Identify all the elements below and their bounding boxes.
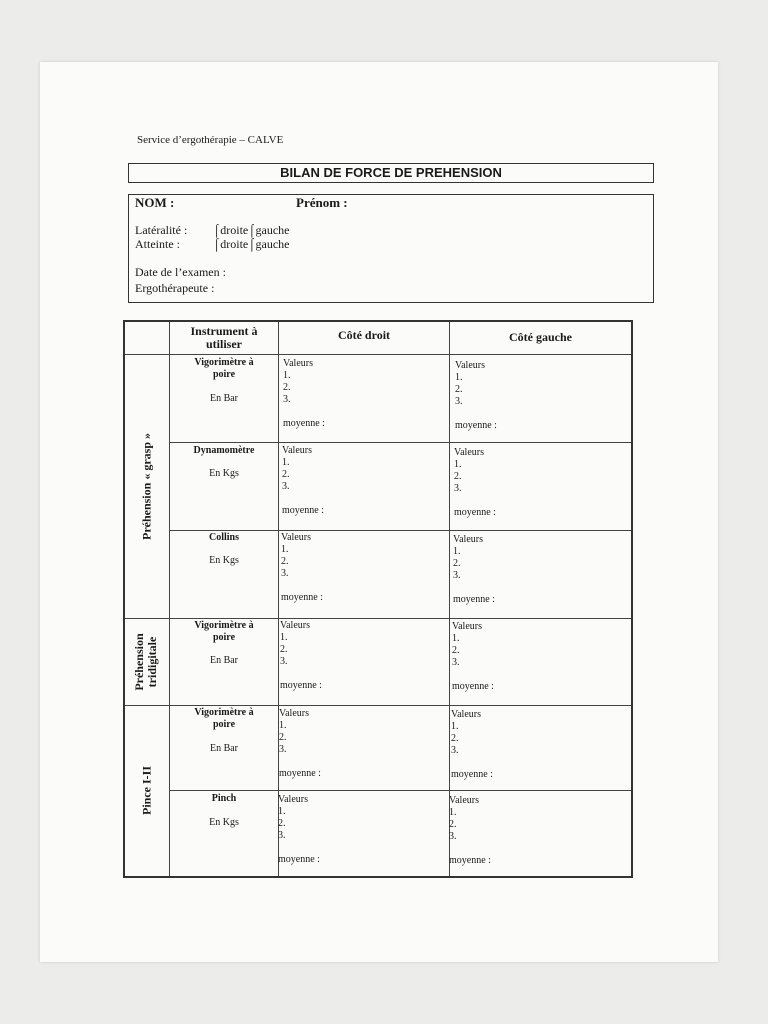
values-label: Valeurs [452,621,482,632]
value-item: 1. [449,807,457,818]
value-item: 3. [283,394,291,405]
values-block-droit [283,358,325,430]
moyenne-label: moyenne : [454,507,496,518]
ergotherapeute-label: Ergothérapeute : [135,281,215,295]
group-label-pince [141,747,154,835]
header-instrument-line2: utiliser [206,337,242,351]
value-item: 2. [278,818,286,829]
value-item: 3. [282,481,290,492]
moyenne-label: moyenne : [279,768,321,779]
value-item: 1. [453,546,461,557]
instrument-line: Vigorimètre à [194,620,254,631]
value-item: 2. [280,644,288,655]
value-item: 3. [449,831,457,842]
moyenne-label: moyenne : [278,854,320,865]
force-table [123,320,633,878]
group-label-tridigitale [133,620,161,704]
value-item: 1. [454,459,462,470]
values-label: Valeurs [282,445,312,456]
instrument-line: poire [212,632,236,643]
grid-line [125,618,631,619]
instrument-line: poire [212,369,236,380]
instrument-line: Collins [208,532,239,543]
value-item: 2. [449,819,457,830]
value-item: 2. [279,732,287,743]
atteinte-options: ⌠droite⌠gauche [213,237,290,251]
document-title: BILAN DE FORCE DE PREHENSION [128,163,654,183]
instrument-name [170,707,278,731]
value-item: 3. [278,830,286,841]
header-cote-gauche: Côté gauche [509,330,572,344]
value-item: 2. [281,556,289,567]
value-item: 1. [279,720,287,731]
lateralite-label: Latéralité : [135,223,188,237]
instrument-unit: En Kgs [209,555,239,566]
service-header: Service d’ergothérapie – CALVE [137,134,284,146]
grid-line [125,354,631,355]
instrument-name [170,532,278,544]
value-item: 3. [280,656,288,667]
grid-line [169,442,631,443]
values-label: Valeurs [453,534,483,545]
grid-line [125,705,631,706]
values-block-gauche [449,795,491,867]
moyenne-label: moyenne : [453,594,495,605]
instrument-unit: En Bar [209,655,239,666]
header-instrument-line1: Instrument à [190,324,258,338]
instrument-line: poire [212,719,236,730]
value-item: 3. [455,396,463,407]
instrument-name [170,620,278,644]
instrument-name [170,793,278,805]
value-item: 2. [283,382,291,393]
values-label: Valeurs [279,708,309,719]
grid-line [449,322,450,876]
values-label: Valeurs [455,360,485,371]
grid-line [278,322,279,876]
values-block-gauche [451,709,493,781]
instrument-unit: En Kgs [209,817,239,828]
value-item: 1. [451,721,459,732]
value-item: 1. [455,372,463,383]
moyenne-label: moyenne : [455,420,497,431]
grid-line [169,790,631,791]
prenom-label: Prénom : [296,195,348,210]
values-block-gauche [452,621,494,693]
value-item: 2. [452,645,460,656]
grid-line [169,530,631,531]
values-label: Valeurs [278,794,308,805]
group-label-text: Pince I-II [139,766,154,815]
value-item: 2. [453,558,461,569]
value-item: 3. [281,568,289,579]
values-label: Valeurs [281,532,311,543]
value-item: 3. [454,483,462,494]
values-label: Valeurs [454,447,484,458]
lateralite-options: ⌠droite⌠gauche [213,223,290,237]
values-label: Valeurs [280,620,310,631]
date-label: Date de l’examen : [135,265,226,279]
moyenne-label: moyenne : [451,769,493,780]
value-item: 2. [455,384,463,395]
value-item: 3. [279,744,287,755]
moyenne-label: moyenne : [281,592,323,603]
instrument-unit: En Bar [209,393,239,404]
instrument-unit: En Kgs [209,468,239,479]
header-cote-droit: Côté droit [337,328,391,342]
nom-label: NOM : [135,195,175,210]
values-block-droit [279,708,321,780]
values-block-gauche [455,360,497,432]
atteinte-label: Atteinte : [135,237,180,251]
instrument-name [170,357,278,381]
instrument-unit: En Bar [209,743,239,754]
instrument-line: Vigorimètre à [194,707,254,718]
value-item: 2. [451,733,459,744]
value-item: 1. [283,370,291,381]
instrument-name [170,445,278,457]
value-item: 2. [282,469,290,480]
value-item: 3. [453,570,461,581]
value-item: 1. [282,457,290,468]
values-label: Valeurs [451,709,481,720]
value-item: 3. [452,657,460,668]
moyenne-label: moyenne : [283,418,325,429]
values-block-droit [280,620,322,692]
value-item: 1. [452,633,460,644]
instrument-line: Pinch [211,793,237,804]
value-item: 2. [454,471,462,482]
values-label: Valeurs [449,795,479,806]
value-item: 1. [278,806,286,817]
group-label-text: Préhension [132,633,146,691]
moyenne-label: moyenne : [280,680,322,691]
values-block-droit [278,794,320,866]
group-label-text: Préhension « grasp » [139,433,154,541]
values-label: Valeurs [283,358,313,369]
values-block-gauche [454,447,496,519]
values-block-droit [282,445,324,517]
values-block-gauche [453,534,495,606]
instrument-line: Dynamomètre [193,445,255,456]
value-item: 3. [451,745,459,756]
values-block-droit [281,532,323,604]
header-instrument [170,325,278,351]
group-label-grasp [141,405,154,569]
value-item: 1. [281,544,289,555]
moyenne-label: moyenne : [282,505,324,516]
moyenne-label: moyenne : [452,681,494,692]
group-label-text: tridigitale [145,636,159,688]
instrument-line: Vigorimètre à [194,357,254,368]
moyenne-label: moyenne : [449,855,491,866]
patient-info-box [128,194,654,303]
value-item: 1. [280,632,288,643]
